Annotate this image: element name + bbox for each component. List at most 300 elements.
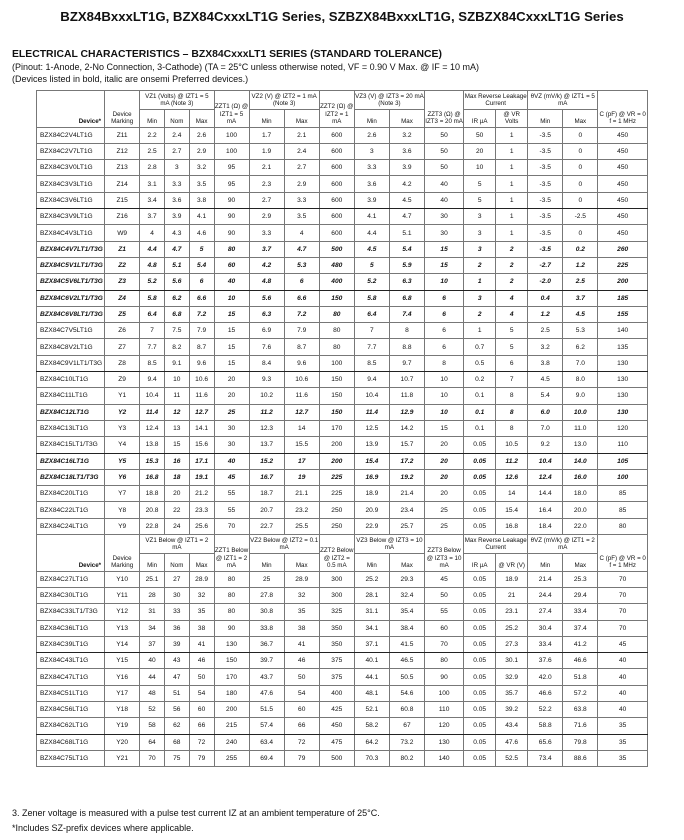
table-cell: 225: [319, 486, 354, 502]
table-cell: 3.9: [389, 160, 424, 176]
table-cell: 66: [284, 718, 319, 734]
table-cell: 30: [425, 225, 464, 241]
table-row: [37, 209, 648, 225]
table-cell: 250: [319, 518, 354, 534]
table-cell: 130: [598, 355, 648, 371]
table-cell: 130: [598, 388, 648, 404]
table-cell: 12.4: [140, 420, 165, 436]
table-cell: 4.1: [354, 209, 389, 225]
device-marking: Y19: [105, 718, 140, 734]
table-cell: 25.2: [496, 620, 528, 636]
table-cell: 4.7: [164, 241, 189, 257]
table-cell: 0.05: [464, 636, 496, 652]
table-cell: 88.6: [563, 750, 598, 766]
table-cell: 33.8: [249, 620, 284, 636]
table-row: [37, 620, 648, 636]
table-cell: 34.1: [354, 620, 389, 636]
table-cell: 36.7: [249, 636, 284, 652]
table-cell: 5: [189, 241, 214, 257]
table-cell: 40: [140, 653, 165, 669]
table-cell: 1.7: [249, 127, 284, 143]
min-subheader: Min: [354, 554, 389, 571]
max-subheader: Max: [284, 554, 319, 571]
table-cell: 12.3: [249, 420, 284, 436]
table-cell: 46.5: [389, 653, 424, 669]
table-cell: 3.6: [164, 192, 189, 208]
table-cell: 18.8: [140, 486, 165, 502]
table-cell: 18: [164, 469, 189, 485]
table-cell: 35: [598, 750, 648, 766]
table-cell: 40: [598, 685, 648, 701]
table-cell: 130: [598, 372, 648, 388]
table-cell: 90: [425, 669, 464, 685]
table-cell: 70: [598, 571, 648, 587]
table-cell: 8: [496, 388, 528, 404]
device-name: BZX84C3V0LT1G: [37, 160, 105, 176]
table-cell: 6.9: [249, 323, 284, 339]
table-row: [37, 290, 648, 306]
table-cell: 6: [425, 290, 464, 306]
vz1-header: VZ1 Below @ IZT1 = 2 mA: [140, 535, 214, 554]
table-cell: 21.4: [528, 571, 563, 587]
table-cell: 4.2: [249, 257, 284, 273]
table-cell: 11.4: [140, 404, 165, 420]
table-cell: 0.05: [464, 685, 496, 701]
device-marking: Y13: [105, 620, 140, 636]
device-marking: Z1: [105, 241, 140, 257]
table-cell: 22: [164, 502, 189, 518]
table-cell: 1: [496, 160, 528, 176]
table-cell: 20: [425, 453, 464, 469]
table-cell: 5: [464, 176, 496, 192]
table-cell: 16.4: [528, 502, 563, 518]
vz2-header: VZ2 (V) @ IZT2 = 1 mA (Note 3): [249, 91, 319, 110]
table-cell: 50: [425, 127, 464, 143]
table-cell: 7.7: [354, 339, 389, 355]
table-cell: 66: [189, 718, 214, 734]
capacitance-header: C (pF) @ VR = 0 f = 1 MHz: [598, 91, 648, 128]
table-row: [37, 518, 648, 534]
table-row: [37, 372, 648, 388]
table-cell: 425: [319, 701, 354, 717]
table-cell: 47.6: [496, 734, 528, 750]
table-cell: 2.7: [164, 143, 189, 159]
table-cell: 19.1: [189, 469, 214, 485]
table-cell: 5.2: [140, 274, 165, 290]
device-name: BZX84C68LT1G: [37, 734, 105, 750]
table-cell: 140: [598, 323, 648, 339]
table-row: [37, 718, 648, 734]
table-cell: 25: [214, 404, 249, 420]
table-row: [37, 750, 648, 766]
table-cell: 2.5: [140, 143, 165, 159]
table-cell: 95: [214, 160, 249, 176]
table-cell: 14.4: [528, 486, 563, 502]
table-cell: 200: [214, 701, 249, 717]
table-cell: 4.6: [189, 225, 214, 241]
table-cell: 8.7: [189, 339, 214, 355]
table-cell: 3.5: [189, 176, 214, 192]
table-cell: 3.7: [563, 290, 598, 306]
device-marking: Y11: [105, 587, 140, 603]
table-cell: 85: [598, 486, 648, 502]
table-cell: 0.05: [464, 620, 496, 636]
device-marking: Y12: [105, 604, 140, 620]
table-row: [37, 685, 648, 701]
table-cell: 3: [464, 241, 496, 257]
table-cell: 110: [425, 701, 464, 717]
table-cell: 11.4: [354, 404, 389, 420]
device-header: Device*: [37, 91, 105, 128]
table-cell: 2: [496, 274, 528, 290]
table-cell: 2.3: [249, 176, 284, 192]
device-marking: Y17: [105, 685, 140, 701]
table-cell: 480: [319, 257, 354, 273]
table-cell: 11.6: [189, 388, 214, 404]
table-cell: 40: [598, 653, 648, 669]
table-cell: 7.0: [528, 420, 563, 436]
table-cell: 4.5: [563, 306, 598, 322]
table-cell: 32: [284, 587, 319, 603]
table-cell: 0.05: [464, 571, 496, 587]
table-cell: 2: [464, 257, 496, 273]
zzt3-header: ZZT3 (Ω) @ IZT3 = 20 mA: [425, 91, 464, 128]
table-cell: 0.05: [464, 750, 496, 766]
table-cell: 50.5: [389, 669, 424, 685]
table-cell: 90: [214, 192, 249, 208]
table-cell: 0.1: [464, 420, 496, 436]
table-cell: 43: [164, 653, 189, 669]
table-cell: 20: [425, 437, 464, 453]
table-cell: 10.4: [354, 388, 389, 404]
table-cell: 15: [425, 420, 464, 436]
table-cell: 25.3: [563, 571, 598, 587]
zzt1-header: ZZT1 (Ω) @ IZT1 = 5 mA: [214, 91, 249, 128]
table-cell: 3: [464, 290, 496, 306]
table-cell: 6.8: [164, 306, 189, 322]
table-cell: 7.5: [164, 323, 189, 339]
table-cell: 0: [563, 225, 598, 241]
device-name: BZX84C7V5LT1G: [37, 323, 105, 339]
table-cell: 15: [425, 241, 464, 257]
table-cell: 21.4: [389, 486, 424, 502]
table-cell: 170: [214, 669, 249, 685]
table-cell: 37.6: [528, 653, 563, 669]
table-cell: 32: [189, 587, 214, 603]
table-row: [37, 355, 648, 371]
table-cell: 33: [164, 604, 189, 620]
table-row: [37, 604, 648, 620]
table-cell: 22.9: [354, 518, 389, 534]
device-marking: Y7: [105, 486, 140, 502]
table-cell: 16.8: [496, 518, 528, 534]
table-cell: 14: [496, 486, 528, 502]
table-cell: 4.5: [354, 241, 389, 257]
device-name: BZX84C3V3LT1G: [37, 176, 105, 192]
table-cell: 79.8: [563, 734, 598, 750]
table-cell: 90: [214, 225, 249, 241]
table-cell: 215: [214, 718, 249, 734]
table-cell: 37.1: [354, 636, 389, 652]
table-cell: 46: [284, 653, 319, 669]
preferred-devices-note: (Devices listed in bold, italic are onsemi Preferred devices.): [12, 74, 249, 84]
table-cell: 4.5: [528, 372, 563, 388]
table-cell: 39.2: [496, 701, 528, 717]
table-cell: 400: [319, 685, 354, 701]
table-cell: 7.6: [249, 339, 284, 355]
table-cell: 46: [189, 653, 214, 669]
table-cell: 4: [496, 290, 528, 306]
table-cell: 3.5: [284, 209, 319, 225]
table-cell: 7.0: [563, 355, 598, 371]
table-cell: 60: [189, 701, 214, 717]
table-cell: 15.4: [496, 502, 528, 518]
table-cell: 450: [319, 718, 354, 734]
table-cell: 0.05: [464, 502, 496, 518]
table-cell: 27: [164, 571, 189, 587]
table-cell: 56: [164, 701, 189, 717]
table-row: [37, 469, 648, 485]
zzt1-header: ZZT1 Below @ IZT1 = 2 mA: [214, 535, 249, 572]
table-cell: 69.4: [249, 750, 284, 766]
table-cell: 41.5: [389, 636, 424, 652]
table-cell: 51: [164, 685, 189, 701]
table-cell: 4.2: [389, 176, 424, 192]
nom-subheader: Nom: [164, 110, 189, 127]
device-marking: Z13: [105, 160, 140, 176]
table-cell: -3.5: [528, 209, 563, 225]
table-cell: 27.4: [528, 604, 563, 620]
table-cell: 35: [598, 718, 648, 734]
table-cell: 20.7: [249, 502, 284, 518]
table-cell: 450: [598, 209, 648, 225]
table-cell: 0.05: [464, 604, 496, 620]
table-cell: 0.7: [464, 339, 496, 355]
table-cell: 0.05: [464, 587, 496, 603]
table-cell: 20: [425, 469, 464, 485]
table-cell: 6.8: [389, 290, 424, 306]
device-name: BZX84C24LT1G: [37, 518, 105, 534]
table-cell: 70: [598, 620, 648, 636]
table-cell: 6: [425, 306, 464, 322]
min-subheader: Min: [528, 110, 563, 127]
table-cell: 0.05: [464, 486, 496, 502]
table-cell: 6.4: [140, 306, 165, 322]
table-row: [37, 274, 648, 290]
table-cell: 28.1: [354, 587, 389, 603]
table-cell: 20: [425, 486, 464, 502]
vz3-header: VZ3 Below @ IZT3 = 10 mA: [354, 535, 424, 554]
table-cell: 30: [214, 437, 249, 453]
table-cell: 15: [164, 437, 189, 453]
device-name: BZX84C22LT1G: [37, 502, 105, 518]
reverse-leakage-header: Max Reverse Leakage Current: [464, 91, 528, 110]
ir-subheader: IR µA: [464, 554, 496, 571]
device-marking: Z5: [105, 306, 140, 322]
table-cell: 0.1: [464, 404, 496, 420]
max-subheader: Max: [189, 110, 214, 127]
device-name: BZX84C10LT1G: [37, 372, 105, 388]
table-cell: 20.0: [563, 502, 598, 518]
table-cell: 70: [598, 587, 648, 603]
table-cell: 4: [140, 225, 165, 241]
table-cell: 10.2: [249, 388, 284, 404]
table-cell: 25: [425, 518, 464, 534]
device-name: BZX84C51LT1G: [37, 685, 105, 701]
table-cell: 2.8: [140, 160, 165, 176]
table-cell: 0.05: [464, 469, 496, 485]
table-cell: 450: [598, 143, 648, 159]
table-cell: 16.8: [140, 469, 165, 485]
table-cell: 62: [164, 718, 189, 734]
table-cell: 34: [140, 620, 165, 636]
table-cell: 54.6: [389, 685, 424, 701]
table-cell: 4.7: [389, 209, 424, 225]
table-cell: 3.1: [140, 176, 165, 192]
table-cell: 48: [140, 685, 165, 701]
table-cell: 50: [189, 669, 214, 685]
table-cell: 10.4: [140, 388, 165, 404]
table-cell: 4.4: [140, 241, 165, 257]
table-cell: 350: [319, 620, 354, 636]
table-row: [37, 257, 648, 273]
table-cell: 12.9: [389, 404, 424, 420]
table-cell: 48.1: [354, 685, 389, 701]
device-marking: Y4: [105, 437, 140, 453]
table-cell: 225: [319, 469, 354, 485]
table-cell: 50: [425, 160, 464, 176]
electrical-characteristics-table: [36, 90, 648, 767]
table-cell: 120: [425, 718, 464, 734]
section-title: ELECTRICAL CHARACTERISTICS – BZX84CxxxLT1 SERIES (STANDARD TOLERANCE): [12, 49, 442, 60]
table-cell: 37.4: [563, 620, 598, 636]
table-cell: 13.9: [354, 437, 389, 453]
device-name: BZX84C16LT1G: [37, 453, 105, 469]
table-cell: 6: [496, 355, 528, 371]
table-cell: 54: [284, 685, 319, 701]
device-marking: Y15: [105, 653, 140, 669]
device-name: BZX84C12LT1G: [37, 404, 105, 420]
table-cell: 25.2: [354, 571, 389, 587]
device-name: BZX84C30LT1G: [37, 587, 105, 603]
table-cell: 475: [319, 734, 354, 750]
table-row: [37, 192, 648, 208]
min-subheader: Min: [249, 554, 284, 571]
table-cell: 16.7: [249, 469, 284, 485]
table-cell: 10.0: [563, 404, 598, 420]
table-cell: 150: [319, 372, 354, 388]
table-cell: 2.6: [189, 127, 214, 143]
header-row-top: [37, 91, 648, 110]
table-cell: 72: [284, 734, 319, 750]
table-cell: 27.8: [249, 587, 284, 603]
table-cell: 600: [319, 160, 354, 176]
table-row: [37, 486, 648, 502]
table-cell: 14.0: [563, 453, 598, 469]
table-cell: 29.4: [563, 587, 598, 603]
table-cell: 155: [598, 306, 648, 322]
table-cell: 52: [140, 701, 165, 717]
table-cell: 0: [563, 176, 598, 192]
table-cell: 0.5: [464, 355, 496, 371]
device-marking: Y18: [105, 701, 140, 717]
table-cell: 35: [189, 604, 214, 620]
table-cell: 11: [164, 388, 189, 404]
table-cell: 2.2: [140, 127, 165, 143]
device-marking: Z6: [105, 323, 140, 339]
table-cell: 450: [598, 176, 648, 192]
table-cell: 150: [214, 653, 249, 669]
device-marking: Y6: [105, 469, 140, 485]
table-row: [37, 653, 648, 669]
device-name: BZX84C9V1LT1/T3G: [37, 355, 105, 371]
table-cell: 300: [319, 587, 354, 603]
table-cell: 7.7: [140, 339, 165, 355]
table-cell: 12.7: [284, 404, 319, 420]
table-cell: 15.5: [284, 437, 319, 453]
device-header: Device*: [37, 535, 105, 572]
table-cell: 36: [164, 620, 189, 636]
table-cell: 100: [214, 127, 249, 143]
table-cell: 2.5: [563, 274, 598, 290]
table-cell: 65.6: [528, 734, 563, 750]
table-cell: 21: [496, 587, 528, 603]
pinout-note: (Pinout: 1-Anode, 2-No Connection, 3-Cathode) (TA = 25°C unless otherwise noted, VF = 0.90 V Max. @ IF = 10 mA): [12, 62, 480, 72]
table-cell: 23.3: [189, 502, 214, 518]
table-cell: 4: [284, 225, 319, 241]
table-cell: 9.7: [389, 355, 424, 371]
table-cell: 6.0: [528, 404, 563, 420]
table-cell: 30: [214, 420, 249, 436]
table-cell: 55: [425, 604, 464, 620]
table-cell: 130: [425, 734, 464, 750]
table-cell: 0.05: [464, 701, 496, 717]
device-name: BZX84C2V7LT1G: [37, 143, 105, 159]
table-cell: 20: [464, 143, 496, 159]
table-cell: 41: [284, 636, 319, 652]
table-cell: 100: [425, 685, 464, 701]
table-cell: 90: [214, 209, 249, 225]
table-cell: 30.4: [528, 620, 563, 636]
table-cell: 15.3: [140, 453, 165, 469]
table-cell: 64: [140, 734, 165, 750]
table-cell: 7.2: [189, 306, 214, 322]
table-cell: 6.3: [249, 306, 284, 322]
table-cell: 10: [164, 372, 189, 388]
table-cell: 8.0: [563, 372, 598, 388]
table-cell: 500: [319, 750, 354, 766]
table-cell: 20.9: [354, 502, 389, 518]
table-cell: 5: [496, 339, 528, 355]
table-cell: 1.9: [249, 143, 284, 159]
table-cell: -2.0: [528, 274, 563, 290]
table-row: [37, 701, 648, 717]
table-cell: 600: [319, 143, 354, 159]
table-cell: 22.7: [249, 518, 284, 534]
vz1-header: VZ1 (Volts) @ IZT1 = 5 mA (Note 3): [140, 91, 214, 110]
table-cell: 5.3: [284, 257, 319, 273]
table-cell: 10: [464, 160, 496, 176]
device-name: BZX84C4V3LT1G: [37, 225, 105, 241]
table-cell: 9.4: [354, 372, 389, 388]
table-cell: 71.6: [563, 718, 598, 734]
table-cell: 50: [284, 669, 319, 685]
table-cell: 25.6: [189, 518, 214, 534]
table-cell: 10.7: [389, 372, 424, 388]
table-cell: 95: [214, 176, 249, 192]
table-cell: 0.2: [464, 372, 496, 388]
table-cell: 80: [319, 306, 354, 322]
